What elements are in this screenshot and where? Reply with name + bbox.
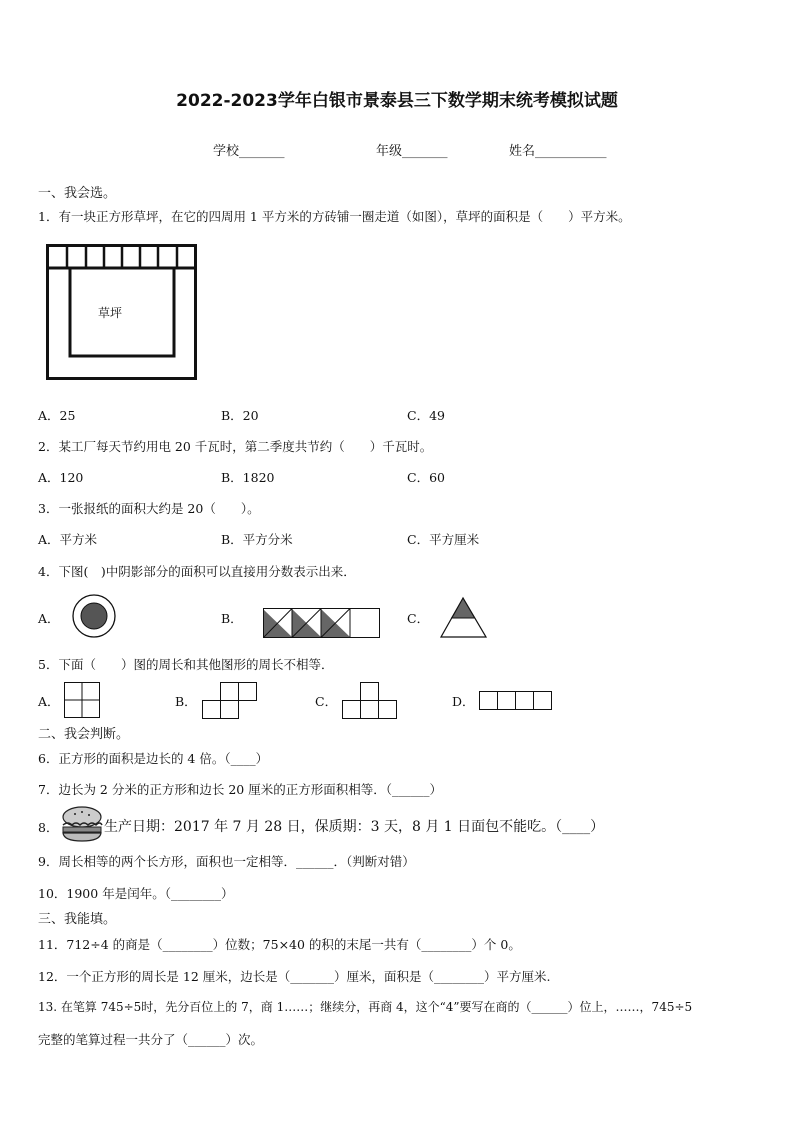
q5-option-a[interactable]: A． bbox=[38, 694, 60, 709]
question-8: 生产日期：2017 年 7 月 28 日，保质期：3 天，8 月 1 日面包不能吃。（____） bbox=[104, 819, 605, 835]
question-2: 2．某工厂每天节约用电 20 千瓦时，第二季度共节约（ ）千瓦时。 bbox=[38, 439, 433, 454]
q5-figure-d bbox=[479, 691, 553, 711]
school-field[interactable]: 学校_______ bbox=[213, 144, 285, 159]
q4-triangle-figure bbox=[440, 597, 490, 639]
q2-option-c[interactable]: C．60 bbox=[407, 470, 445, 485]
question-8-number: 8． bbox=[38, 820, 59, 835]
question-13-line-1: 13. 在笔算 745÷5时，先分百位上的 7，商 1……；继续分，再商 4，这个“4”要写在商的（______）位上，……，745÷5 bbox=[38, 1000, 693, 1014]
q1-option-a[interactable]: A．25 bbox=[38, 408, 76, 423]
question-6: 6．正方形的面积是边长的 4 倍。（____） bbox=[38, 751, 269, 766]
question-7: 7．边长为 2 分米的正方形和边长 20 厘米的正方形面积相等．（______） bbox=[38, 782, 442, 797]
bread-icon bbox=[60, 805, 104, 843]
q3-option-a[interactable]: A．平方米 bbox=[38, 532, 98, 547]
section-heading-3: 三、我能填。 bbox=[38, 912, 117, 927]
page-title: 2022-2023学年白银市景泰县三下数学期末统考模拟试题 bbox=[176, 91, 618, 111]
question-1: 1．有一块正方形草坪，在它的四周用 1 平方米的方砖铺一圈走道（如图），草坪的面积是（ ）平方米。 bbox=[38, 209, 631, 224]
q5-figure-b bbox=[202, 682, 260, 720]
q4-circle-figure bbox=[71, 594, 119, 640]
q1-option-b[interactable]: B．20 bbox=[221, 408, 259, 423]
q4-option-b[interactable]: B． bbox=[221, 611, 243, 626]
name-field[interactable]: 姓名___________ bbox=[509, 144, 607, 159]
lawn-label: 草坪 bbox=[98, 306, 123, 320]
q5-option-c[interactable]: C． bbox=[315, 694, 338, 709]
question-13-line-2: 完整的笔算过程一共分了（______）次。 bbox=[38, 1032, 264, 1047]
question-10: 10．1900 年是闰年。（________） bbox=[38, 886, 234, 901]
question-3: 3．一张报纸的面积大约是 20（ ）。 bbox=[38, 501, 260, 516]
q2-option-b[interactable]: B．1820 bbox=[221, 470, 275, 485]
q5-option-d[interactable]: D． bbox=[452, 694, 475, 709]
q3-option-c[interactable]: C．平方厘米 bbox=[407, 532, 480, 547]
q1-option-c[interactable]: C．49 bbox=[407, 408, 445, 423]
grade-field[interactable]: 年级_______ bbox=[376, 144, 448, 159]
q5-figure-a bbox=[64, 682, 102, 720]
section-heading-1: 一、我会选。 bbox=[38, 186, 117, 201]
q4-option-c[interactable]: C． bbox=[407, 611, 430, 626]
q2-option-a[interactable]: A．120 bbox=[38, 470, 84, 485]
section-heading-2: 二、我会判断。 bbox=[38, 727, 130, 742]
q5-figure-c bbox=[342, 682, 400, 720]
q4-squares-figure bbox=[263, 608, 383, 638]
question-11: 11．712÷4 的商是（________）位数；75×40 的积的末尾一共有（________）个 0。 bbox=[38, 937, 521, 952]
question-5: 5．下面（ ）图的周长和其他图形的周长不相等． bbox=[38, 657, 334, 672]
q4-option-a[interactable]: A． bbox=[38, 611, 60, 626]
question-12: 12．一个正方形的周长是 12 厘米，边长是（_______）厘米，面积是（________）平方厘米. bbox=[38, 969, 551, 984]
q5-option-b[interactable]: B． bbox=[175, 694, 197, 709]
q3-option-b[interactable]: B．平方分米 bbox=[221, 532, 293, 547]
question-4: 4．下图( )中阴影部分的面积可以直接用分数表示出来． bbox=[38, 564, 356, 579]
question-9: 9．周长相等的两个长方形，面积也一定相等．______．（判断对错） bbox=[38, 854, 415, 869]
